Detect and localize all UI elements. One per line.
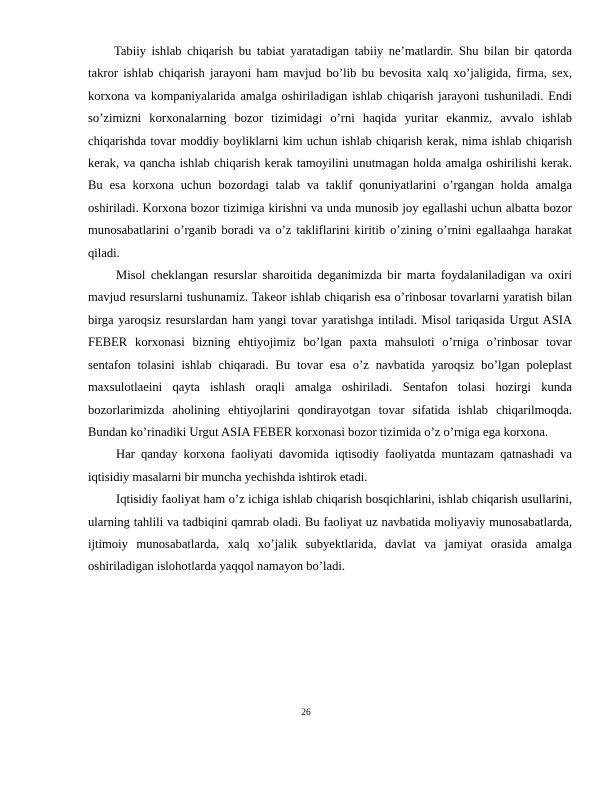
paragraph: Tabiiy ishlab chiqarish bu tabiat yaratadigan tabiiy ne’matlardir. Shu bilan bir qatorda takror ishlab chiqarish jarayoni ham mavjud bo’lib bu bevosita xalq xo’jaligida, firma, sex, korxona va kompaniyalarida amalga oshiriladigan ishlab chiqarish jarayoni tushuniladi. Endi so’zimizni korxonalarning bozor tizimidagi o’rni haqida yuritar ekanmiz, avvalo ishlab chiqarishda tovar moddiy boyliklarni kim uchun ishlab chiqarish kerak, nima ishlab chiqarish kerak, va qancha ishlab chiqarish kerak tamoyilini unutmagan holda amalga oshirilishi kerak. Bu esa korxona uchun bozordagi talab va taklif qonuniyatlarini o’rgangan holda amalga oshiriladi. Korxona bozor tizimiga kirishni va unda munosib joy egallashi uchun albatta bozor munosabatlarini o’rganib boradi va o’z takliflarini kiritib o’zining o’rnini egallaahga harakat qiladi. <box>88 44 572 260</box>
paragraph: Har qanday korxona faoliyati davomida iqtisodiy faoliyatda muntazam qatnashadi va iqtisidiy masalarni bir muncha yechishda ishtirok etadi. <box>88 447 572 484</box>
paragraph: Misol cheklangan resurslar sharoitida deganimizda bir marta foydalaniladigan va oxiri mavjud resurslarni tushunamiz. Takeor ishlab chiqarish esa o’rinbosar tovarlarni yaratish bilan birga yaroqsiz resurslardan ham yangi tovar yaratishga intiladi. Misol tariqasida Urgut ASIA FEBER korxonasi bizning ehtiyojimiz bo’lgan paxta mahsuloti o’rniga o’rinbosar tovar sentafon tolasini ishlab chiqaradi. Bu tovar esa o’z navbatida yaroqsiz bo’lgan poleplast maxsulotlaeini qayta ishlash oraqli amalga oshiriladi. Sentafon tolasi hozirgi kunda bozorlarimizda aholining ehtiyojlarini qondirayotgan tovar sifatida ishlab chiqarilmoqda. Bundan ko’rinadiki Urgut ASIA FEBER korxonasi bozor tizimida o’z o’rniga ega korxona. <box>88 268 572 439</box>
paragraph: Iqtisidiy faoliyat ham o’z ichiga ishlab chiqarish bosqichlarini, ishlab chiqarish usullarini, ularning tahlili va tadbiqini qamrab oladi. Bu faoliyat uz navbatida moliyaviy munosabatlarda, ijtimoiy munosabatlarda, xalq xo’jalik subyektlarida, davlat va jamiyat orasida amalga oshiriladigan islohotlarda yaqqol namayon bo’ladi. <box>88 492 572 574</box>
body-text <box>88 40 572 578</box>
page-number: 26 <box>301 708 311 718</box>
